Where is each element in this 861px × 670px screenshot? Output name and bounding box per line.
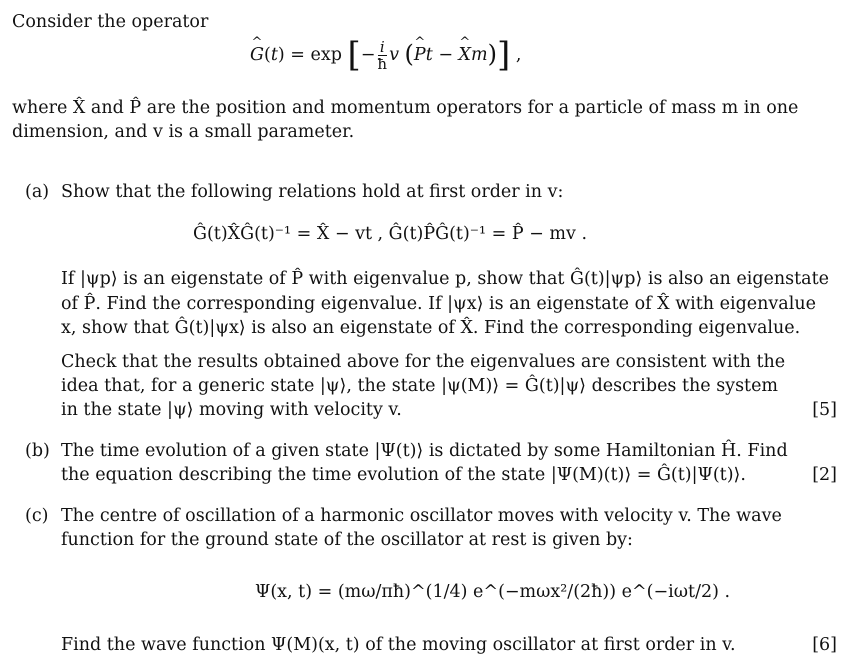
part-b-line-2: the equation describing the time evolution of the state |Ψ(M)(t)⟩ = Ĝ(t)|Ψ(t)⟩. — [61, 465, 746, 485]
part-a-lead: Show that the following relations hold at first order in v: — [61, 182, 564, 202]
part-c-label: (c) — [25, 506, 49, 526]
part-a-marks: [5] — [812, 400, 837, 420]
part-a-p1-line-1: If |ψp⟩ is an eigenstate of P̂ with eigenvalue p, show that Ĝ(t)|ψp⟩ is also an eigenstate — [61, 269, 830, 289]
part-a-p2-line-2: idea that, for a generic state |ψ⟩, the state |ψ(M)⟩ = Ĝ(t)|ψ⟩ describes the system — [61, 376, 779, 396]
part-c-line-2: function for the ground state of the oscillator at rest is given by: — [61, 530, 633, 550]
part-a-relations: Ĝ(t)X̂Ĝ(t)⁻¹ = X̂ − vt , Ĝ(t)P̂Ĝ(t)⁻¹ = P̂ − mv . — [193, 224, 588, 244]
part-a-p1-line-3: x, show that Ĝ(t)|ψx⟩ is also an eigenstate of X̂. Find the corresponding eigenvalue. — [61, 318, 801, 338]
def-hbar: ħ — [377, 55, 388, 73]
part-a-p1-line-2: of P̂. Find the corresponding eigenvalue. If |ψx⟩ is an eigenstate of X̂ with eigenvalue — [61, 294, 816, 314]
part-c-last-line: Find the wave function Ψ(M)(x, t) of the moving oscillator at first order in v. — [61, 635, 736, 655]
def-v: v — [389, 45, 399, 65]
part-c-marks: [6] — [812, 635, 837, 655]
part-b-label: (b) — [25, 441, 50, 461]
intro-line: Consider the operator — [12, 12, 209, 32]
part-a-p2-line-3: in the state |ψ⟩ moving with velocity v. — [61, 400, 402, 420]
part-a-p2-line-1: Check that the results obtained above for the eigenvalues are consistent with the — [61, 352, 786, 372]
operator-definition: ^ G(t) = exp [− $\frac{i}{ħ}$ v (^ Pt − ^ Xm)] , — [250, 38, 521, 88]
part-c-line-1: The centre of oscillation of a harmonic oscillator moves with velocity v. The wave — [61, 506, 782, 526]
part-b-marks: [2] — [812, 465, 837, 485]
intro-para-line-1: where X̂ and P̂ are the position and momentum operators for a particle of mass m in one — [12, 98, 799, 118]
part-a-label: (a) — [25, 182, 50, 202]
intro-para-line-2: dimension, and v is a small parameter. — [12, 122, 355, 142]
part-c-equation: Ψ(x, t) = (mω/πħ)^(1/4) e^(−mωx²/(2ħ)) e^(−iωt/2) . — [255, 582, 731, 602]
part-b-line-1: The time evolution of a given state |Ψ(t)⟩ is dictated by some Hamiltonian Ĥ. Find — [61, 441, 788, 461]
def-i: i — [379, 38, 385, 56]
